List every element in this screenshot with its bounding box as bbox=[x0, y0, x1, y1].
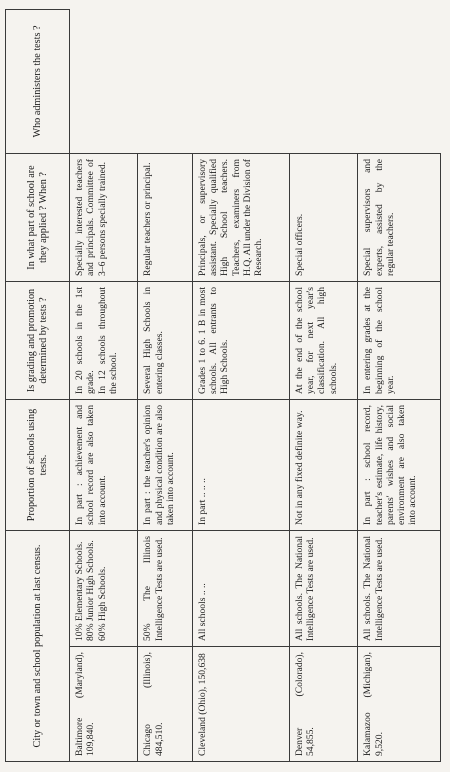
table-row bbox=[358, 10, 441, 762]
cell-proportion: All schools .. .. bbox=[192, 531, 289, 647]
header-who: Who administers the tests ? bbox=[6, 10, 70, 154]
header-proportion: Proportion of schools using tests. bbox=[6, 400, 70, 531]
cell-where-when: In 20 schools in the 1st grade. In 12 schools throughout the school. bbox=[70, 282, 138, 400]
cell-where-when: In entering grades at the beginning of the school year. bbox=[358, 282, 441, 400]
cell-proportion: All schools. The National Intelligence Tests are used. bbox=[289, 531, 357, 647]
cell-who: Special supervisors and experts, assisted by the regular teachers. bbox=[358, 154, 441, 282]
header-city: City or town and school population at last census. bbox=[6, 531, 70, 762]
cell-grading: Not in any fixed definite way. bbox=[289, 400, 357, 531]
cell-city: Cleveland (Ohio), 150,638 bbox=[192, 647, 289, 762]
cell-grading: In part .. .. .. bbox=[192, 400, 289, 531]
cell-where-when: At the end of the school year, for next year's classification. All high schools. bbox=[289, 282, 357, 400]
cell-proportion: 50% The Illinois Intelligence Tests are used. bbox=[138, 531, 192, 647]
cell-who: Principals, or supervisory assistant. Specially qualified High School teachers. Teachers, examiners from H.Q. All under the Division of Research. bbox=[192, 154, 289, 282]
table-row bbox=[192, 10, 289, 762]
table-row bbox=[289, 10, 357, 762]
cell-proportion: 10% Elementary Schools. 80% Junior High Schools. 60% High Schools. bbox=[70, 531, 138, 647]
cell-city: Kalamazoo (Michigan), 9,520. bbox=[358, 647, 441, 762]
header-row bbox=[6, 10, 70, 762]
cell-city: Baltimore (Maryland), 109,840. bbox=[70, 647, 138, 762]
cell-who: Special officers. bbox=[289, 154, 357, 282]
cell-proportion: All schools. The National Intelligence Tests are used. bbox=[358, 531, 441, 647]
cell-who: Specially interested teachers and principals. Committee of 3–6 persons specially trained. bbox=[70, 154, 138, 282]
header-grading: Is grading and promotion determined by tests ? bbox=[6, 282, 70, 400]
cell-grading: In part : achievement and school record are also taken into account. bbox=[70, 400, 138, 531]
cell-grading: In part : the teacher's opinion and physical condition are also taken into account. bbox=[138, 400, 192, 531]
table-row bbox=[70, 10, 138, 762]
header-where-when: In what part of school are they applied ? When ? bbox=[6, 154, 70, 282]
cell-where-when: Several High Schools in entering classes. bbox=[138, 282, 192, 400]
cell-who: Regular teachers or principal. bbox=[138, 154, 192, 282]
table-row bbox=[138, 10, 192, 762]
cell-city: Chicago (Illinois), 484,510. bbox=[138, 647, 192, 762]
cell-city: Denver (Colorado), 54,855. bbox=[289, 647, 357, 762]
cell-grading: In part : school record, teacher's estimate, life history, parents' wishes and social environment are also taken into account. bbox=[358, 400, 441, 531]
school-tests-table bbox=[5, 9, 441, 762]
cell-where-when: Grades 1 to 6. 1 B in most schools. All entrants to High Schools. bbox=[192, 282, 289, 400]
